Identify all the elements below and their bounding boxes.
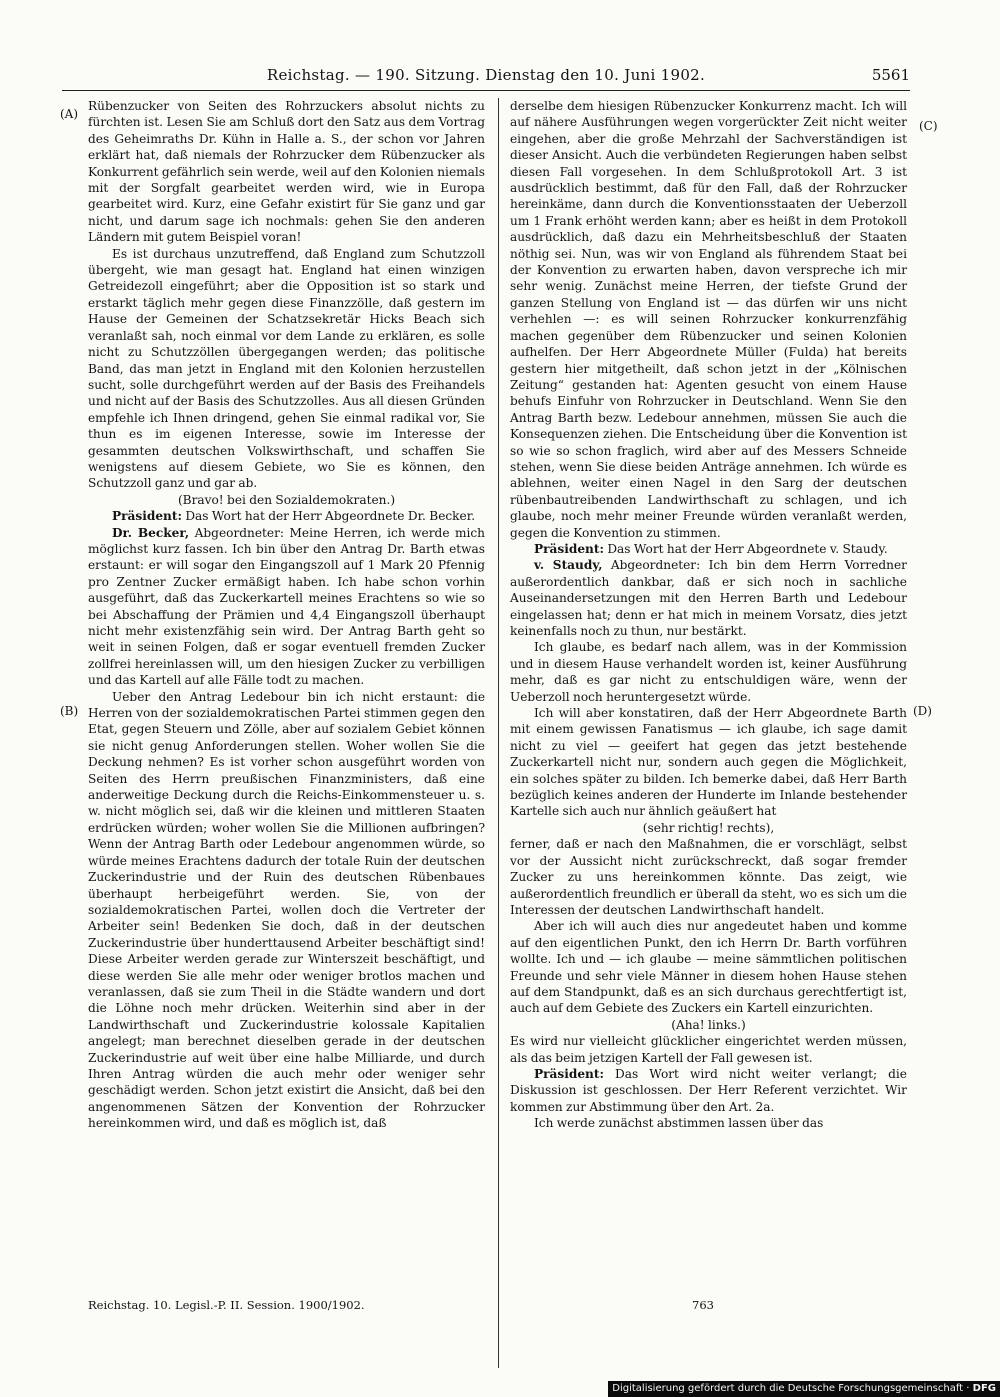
paragraph-text: Ueber den Antrag Ledebour bin ich nicht erstaunt: die Herren von der sozialdemokratischen Partei stimmen gegen den Etat, gegen Steuern und Zölle, aber auf sozialem Gebiet können sie nicht genug Anforderungen stellen. Woher wollen Sie die Deckung nehmen? Es ist vorher schon ausgeführt worden von Seiten des Herrn preußischen Finanzministers, daß eine anderweitige Deckung durch die Reichs-Einkommensteuer u. s. w. nicht möglich sei, daß wir die kleinen und mittleren Staaten erdrücken würden; woher wollen Sie die Millionen aufbringen? Wenn der Antrag Barth oder Ledebour angenommen würde, so würde meines Erachtens dadurch der totale Ruin der deutschen Zuckerindustrie und der Ruin des deutschen Rübenbaues überhaupt herbeigeführt werden. Sie, von der sozialdemokratischen Partei, wollen doch die Vertreter der Arbeiter sein! Bedenken Sie doch, daß in der deutschen Zuckerindustrie über hunderttausend Arbeiter beschäftigt sind! Diese Arbeiter werden gerade zur Winterszeit beschäftigt, und diese werden Sie alle mehr oder weniger brotlos machen und veranlassen, daß sie zum Theil in die Städte wandern und dort die Löhne noch mehr drücken. Weiterhin sind aber in der Landwirthschaft und Zuckerindustrie kolossale Kapitalien angelegt; man berechnet dieselben gerade in der deutschen Zuckerindustrie auf weit über eine halbe Milliarde, und durch Ihren Antrag würden die auch mehr oder weniger sehr geschädigt werden. Schon jetzt existirt die Ansicht, daß bei den angenommenen Sätzen der Konvention der Rohrzucker hereinkommen wird, und daß es möglich ist, daß	[88, 689, 485, 1131]
paragraph-text: Ich werde zunächst abstimmen lassen über das	[534, 1116, 824, 1131]
paragraph	[510, 1033, 907, 1066]
paragraph-text: Ich will aber konstatiren, daß der Herr Abgeordnete Barth mit einem gewissen Fanatismus — ich glaube, ich sage damit nicht zu viel — geeifert hat gegen das jetzt bestehende Zuckerkartell nicht nur, sondern auch gegen die Möglichkeit, ein solches später zu bilden. Ich bemerke dabei, daß Herr Barth bezüglich keines anderen der Hunderte im Inlande bestehender Kartelle sich auch nur ähnlich geäußert hat	[510, 706, 907, 819]
paragraph-text: Rübenzucker von Seiten des Rohrzuckers absolut nichts zu fürchten ist. Lesen Sie am Schluß dort den Satz aus dem Vortrag des Geheimraths Dr. Kühn in Halle a. S., der schon vor Jahren erklärt hat, daß niemals der Rohrzucker dem Rübenzucker als Konkurrent gefährlich sein werde, weil auf den Kolonien niemals mit der Sorgfalt gearbeitet werden wird, wie in Europa gearbeitet wird. Kurz, eine Gefahr existirt für Sie ganz und gar nicht, und darum sage ich nochmals: gehen Sie den anderen Ländern mit gutem Beispiel voran!	[88, 99, 485, 245]
paragraph-text: derselbe dem hiesigen Rübenzucker Konkurrenz macht. Ich will auf nähere Ausführungen wegen vorgerückter Zeit nicht weiter eingehen, aber die große Mehrzahl der Sachverständigen ist dieser Ansicht. Auch die verbündeten Regierungen haben selbst diesen Fall vorgesehen. In dem Schlußprotokoll Art. 3 ist ausdrücklich bestimmt, daß für den Fall, daß der Rohrzucker hereinkäme, dann durch die Konventionsstaaten der Ueberzoll um 1 Frank erhöht werden kann; aber es heißt in dem Protokoll ausdrücklich, daß dazu ein Mehrheitsbeschluß der Staaten nöthig sei. Nun, was wir von England als führendem Staat bei der Konvention zu erwarten haben, davon verspreche ich mir sehr wenig. Zunächst meine Herren, der tiefste Grund der ganzen Stellung von England ist — das dürfen wir uns nicht verhehlen —: es will seinen Rohrzucker konkurrenzfähig machen gegenüber dem Rübenzucker und seinen Kolonien aufhelfen. Der Herr Abgeordnete Müller (Fulda) hat bereits gestern hier mitgetheilt, daß schon jetzt in der „Kölnischen Zeitung“ gestanden hat: Agenten gesucht von einem Hause behufs Einfuhr von Rohrzucker in Deutschland. Wenn Sie den Antrag Barth bezw. Ledebour annehmen, müssen Sie auch die Konsequenzen ziehen. Die Entscheidung über die Konvention ist so wie so schon fraglich, wird aber auf des Messers Schneide stehen, wenn Sie diese beiden Anträge annehmen. Ich würde es ablehnen, weiter einen Nagel in den Sarg der deutschen rübenbautreibenden Landwirthschaft zu schlagen, und ich glaube, noch mehr meiner Freunde würden veranlaßt werden, gegen die Konvention zu stimmen.	[510, 99, 907, 540]
paragraph	[510, 1066, 907, 1115]
speaker-name: Präsident:	[534, 1066, 604, 1081]
running-head: Reichstag. — 190. Sitzung. Dienstag den 10. Juni 1902.	[266, 66, 706, 84]
paragraph	[88, 492, 485, 508]
right-column	[510, 98, 907, 1132]
paragraph	[88, 98, 485, 246]
paragraph	[510, 639, 907, 705]
paragraph	[510, 1017, 907, 1033]
page-header	[62, 60, 910, 91]
paragraph-text: Es ist durchaus unzutreffend, daß England zum Schutzzoll übergeht, wie man gesagt hat. England hat einen winzigen Getreidezoll eingeführt; aber die Opposition ist so stark und erstarkt täglich mehr gegen diese Finanzzölle, daß gestern im Hause der Gemeinen der Schatzsekretär Hicks Beach sich veranlaßt sah, noch einmal vor dem Lande zu erklären, es solle nicht zu Schutzzöllen übergegangen werden; das politische Band, das man jetzt in England mit den Kolonien herzustellen sucht, solle durchgeführt werden auf der Basis des Freihandels und nicht auf der Basis des Schutzzolles. Aus all diesen Gründen empfehle ich Ihnen dringend, gehen Sie einmal radikal vor, Sie thun es im eigenen Interesse, sowie im Interesse der gesammten deutschen Volkswirthschaft, und schaffen Sie wenigstens auf diesem Gebiete, wo Sie es können, den Schutzzoll ganz und gar ab.	[88, 246, 485, 491]
paragraph	[88, 525, 485, 689]
paragraph-text: Das Wort wird nicht weiter verlangt; die Diskussion ist geschlossen. Der Herr Referent verzichtet. Wir kommen zur Abstimmung über den Art. 2a.	[510, 1066, 907, 1114]
paragraph-text: (sehr richtig! rechts),	[642, 820, 775, 835]
paragraph-text: Das Wort hat der Herr Abgeordnete Dr. Becker.	[181, 509, 476, 524]
paragraph-text: ferner, daß er nach den Maßnahmen, die er vorschlägt, selbst vor der Aussicht nicht zurückschreckt, daß sogar fremder Zucker zu uns hereinkommen könnte. Das zeigt, wie außerordentlich freundlich er überall da steht, wo es sich um die Interessen der deutschen Landwirthschaft handelt.	[510, 837, 907, 917]
paragraph-text: Es wird nur vielleicht glücklicher eingerichtet werden müssen, als das beim jetzigen Kartell der Fall gewesen ist.	[510, 1034, 907, 1065]
paragraph	[510, 1115, 907, 1131]
paragraph	[510, 98, 907, 541]
margin-mark-a: (A)	[60, 107, 79, 121]
paragraph-text: (Aha! links.)	[671, 1017, 746, 1032]
paragraph-text: (Bravo! bei den Sozialdemokraten.)	[177, 492, 396, 507]
paragraph	[510, 541, 907, 557]
paragraph	[510, 557, 907, 639]
paragraph-text: Abgeordneter: Ich bin dem Herrn Vorredner außerordentlich dankbar, daß er sich noch in sachliche Auseinandersetzungen mit den Herren Barth und Ledebour eingelassen hat; denn er hat mich in meinem Vorsatz, dies jetzt keinenfalls noch zu thun, nur bestärkt.	[510, 558, 907, 638]
paragraph	[88, 689, 485, 1132]
paragraph-text: Abgeordneter: Meine Herren, ich werde mich möglichst kurz fassen. Ich bin über den Antrag Dr. Barth etwas erstaunt: er will sogar den Eingangszoll auf 1 Mark 20 Pfennig pro Zentner Zucker ermäßigt haben. Ich habe schon vorhin ausgeführt, daß das Zuckerkartell meines Erachtens so wie so bei Abschaffung der Prämien und 4,4 Eingangszoll überhaupt nicht mehr existenzfähig sein wird. Der Antrag Barth geht so weit in seinen Folgen, daß er sogar eventuell fremden Zucker zollfrei hereinlassen will, um den hiesigen Zucker zu verbilligen und das Kartell auf alle Fälle todt zu machen.	[88, 525, 485, 688]
page-number: 5561	[871, 66, 910, 84]
paragraph	[510, 820, 907, 836]
dfg-logo: DFG	[972, 1383, 996, 1394]
column-divider	[498, 98, 499, 1368]
right-column-footer: 763	[692, 1298, 714, 1312]
paragraph	[88, 508, 485, 524]
dfg-banner: Digitalisierung gefördert durch die Deutsche Forschungsgemeinschaft · DFG	[608, 1381, 1000, 1397]
paragraph	[88, 246, 485, 492]
speaker-name: v. Staudy,	[534, 558, 603, 573]
left-column	[88, 98, 485, 1132]
margin-mark-b: (B)	[60, 704, 79, 718]
speaker-name: Präsident:	[112, 509, 182, 524]
paragraph-text: Ich glaube, es bedarf nach allem, was in der Kommission und in diesem Hause verhandelt worden ist, keiner Ausführung mehr, daß es gar nicht zu entschuldigen wäre, wenn der Ueberzoll noch heruntergesetzt würde.	[510, 640, 907, 704]
paragraph	[510, 705, 907, 820]
speaker-name: Präsident:	[534, 541, 604, 556]
margin-mark-d: (D)	[913, 704, 932, 718]
margin-mark-c: (C)	[919, 119, 938, 133]
left-column-footer: Reichstag. 10. Legisl.-P. II. Session. 1900/1902.	[88, 1298, 365, 1312]
paragraph-text: Aber ich will auch dies nur angedeutet haben und komme auf den eigentlichen Punkt, den ich Herrn Dr. Barth vorführen wollte. Ich und — ich glaube — meine sämmtlichen politischen Freunde und sehr viele Männer in diesem hohen Hause stehen auf dem Standpunkt, daß es an sich durchaus gerechtfertigt ist, auch auf dem Gebiete des Zuckers ein Kartell einzurichten.	[510, 919, 907, 1016]
paragraph	[510, 918, 907, 1016]
paragraph-text: Das Wort hat der Herr Abgeordnete v. Staudy.	[603, 541, 888, 556]
dfg-banner-text: Digitalisierung gefördert durch die Deutsche Forschungsgemeinschaft	[612, 1383, 964, 1394]
paragraph	[510, 836, 907, 918]
speaker-name: Dr. Becker,	[112, 525, 190, 540]
